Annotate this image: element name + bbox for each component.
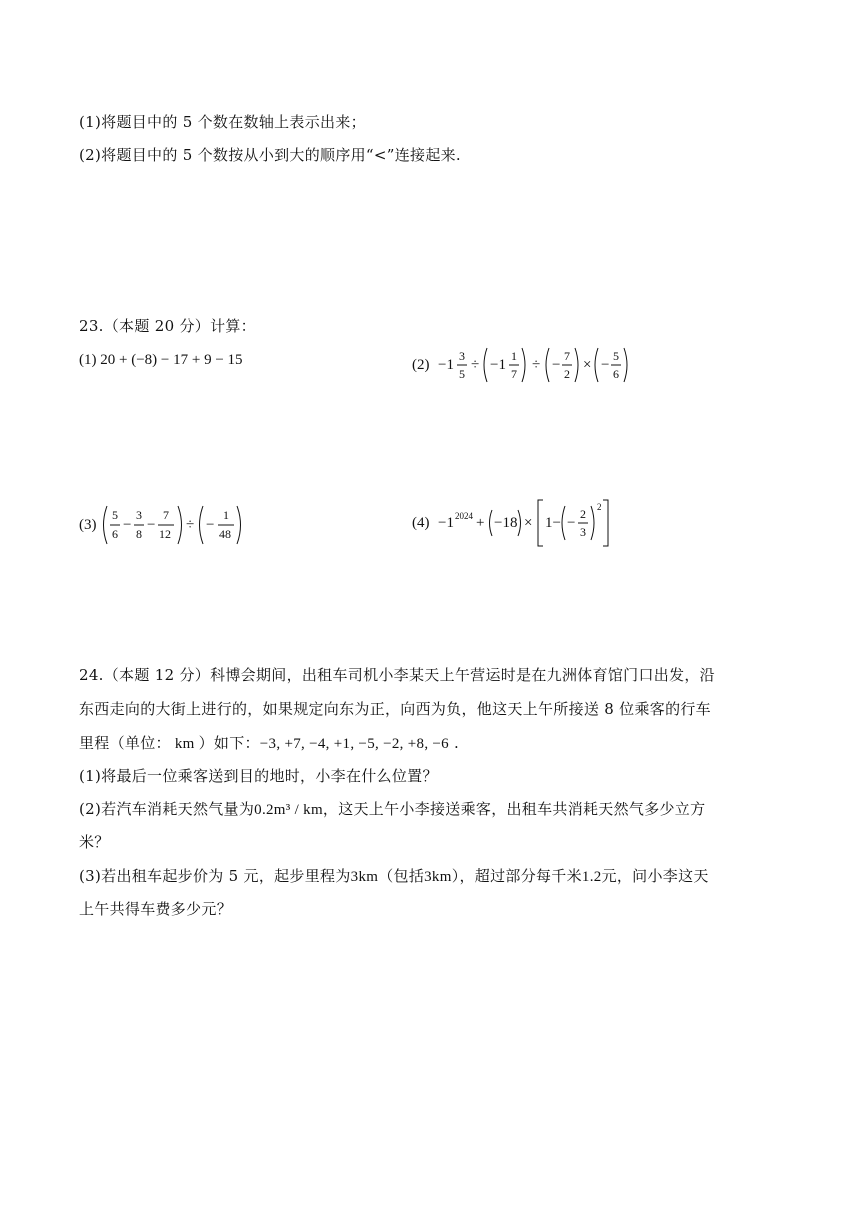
prev-part-2: (2)将题目中的 5 个数按从小到大的顺序用“<”连接起来. <box>79 146 462 164</box>
svg-text:3: 3 <box>580 525 586 539</box>
svg-text:2: 2 <box>597 502 602 512</box>
q24-line-3-a: 里程（单位： <box>79 734 171 752</box>
q24-line-2: 东西走向的大街上进行的，如果规定向东为正，向西为负，他这天上午所接送 8 位乘客的行车 <box>79 700 711 718</box>
q24-line-3-end: . <box>448 734 460 752</box>
q24-sub-2-a: (2)若汽车消耗天然气量为 <box>79 800 255 818</box>
svg-text:8: 8 <box>136 527 142 541</box>
q24-line-3 <box>79 733 459 754</box>
q24-sub-3 <box>79 866 709 887</box>
svg-text:48: 48 <box>219 527 231 541</box>
svg-text:−: − <box>601 357 610 373</box>
svg-text:6: 6 <box>613 367 619 381</box>
q23-part1: (1) 20 + (−8) − 17 + 9 − 15 <box>79 352 243 368</box>
svg-text:−: − <box>206 517 215 533</box>
svg-text:5: 5 <box>112 508 118 522</box>
q24-sub-3-cont: 上午共得车费多少元？ <box>79 900 233 918</box>
svg-text:−18: −18 <box>494 515 518 531</box>
q24-sub-2-cont: 米？ <box>79 833 110 851</box>
q24-sub-1: (1)将最后一位乘客送到目的地时，小李在什么位置？ <box>79 767 438 785</box>
svg-text:−1: −1 <box>438 357 454 373</box>
svg-text:−: − <box>552 357 561 373</box>
q23-heading: 23.（本题 20 分）计算： <box>79 317 256 335</box>
svg-text:−: − <box>123 517 132 533</box>
svg-text:+: + <box>476 515 485 531</box>
svg-text:−1: −1 <box>490 357 506 373</box>
svg-text:2024: 2024 <box>455 511 473 521</box>
svg-text:(2): (2) <box>412 357 430 373</box>
gas-rate: 0.2m³ / km <box>254 802 323 818</box>
svg-text:5: 5 <box>459 367 465 381</box>
q23-part4 <box>412 496 612 552</box>
svg-text:7: 7 <box>564 349 570 363</box>
unit-km: km <box>174 736 195 752</box>
svg-text:6: 6 <box>112 527 118 541</box>
q24-sub-3-d: 元，问小李这天 <box>601 867 709 885</box>
svg-text:1: 1 <box>223 508 229 522</box>
rate-value: 1.2 <box>581 869 602 885</box>
svg-text:1−: 1− <box>545 515 561 531</box>
q24-sub-2-b: ，这天上午小李接送乘客，出租车共消耗天然气多少立方 <box>322 800 706 818</box>
svg-text:5: 5 <box>613 349 619 363</box>
svg-text:×: × <box>524 515 533 531</box>
q24-sub-3-a: (3)若出租车起步价为 5 元，起步里程为 <box>79 867 351 885</box>
svg-text:1: 1 <box>511 349 517 363</box>
svg-text:12: 12 <box>159 527 171 541</box>
svg-text:2: 2 <box>564 367 570 381</box>
prev-part-1: (1)将题目中的 5 个数在数轴上表示出来； <box>79 113 366 131</box>
q24-line-1: 24.（本题 12 分）科博会期间，出租车司机小李某天上午营运时是在九洲体育馆门口出发，沿 <box>79 666 715 684</box>
included-distance: 3km <box>424 869 452 885</box>
svg-text:−1: −1 <box>438 515 454 531</box>
mileage-list: −3, +7, −4, +1, −5, −2, +8, −6 <box>259 736 449 752</box>
start-distance: 3km <box>350 869 379 885</box>
svg-text:×: × <box>583 357 592 373</box>
svg-text:2: 2 <box>580 507 586 521</box>
svg-text:7: 7 <box>163 508 169 522</box>
svg-text:3: 3 <box>136 508 142 522</box>
q24-sub-2 <box>79 799 705 820</box>
q24-sub-3-b: （包括 <box>378 867 425 885</box>
q24-line-3-b: ）如下： <box>198 734 260 752</box>
svg-text:÷: ÷ <box>471 357 480 373</box>
q23-part3 <box>79 500 249 550</box>
svg-text:7: 7 <box>511 367 517 381</box>
svg-text:3: 3 <box>459 349 465 363</box>
svg-text:÷: ÷ <box>532 357 541 373</box>
svg-text:−: − <box>567 515 576 531</box>
q24-sub-3-c: ），超过部分每千米 <box>451 867 582 885</box>
svg-text:−: − <box>147 517 156 533</box>
svg-text:÷: ÷ <box>186 517 195 533</box>
svg-text:(3): (3) <box>79 517 97 533</box>
q23-part2 <box>412 340 632 390</box>
svg-text:(4): (4) <box>412 515 430 531</box>
